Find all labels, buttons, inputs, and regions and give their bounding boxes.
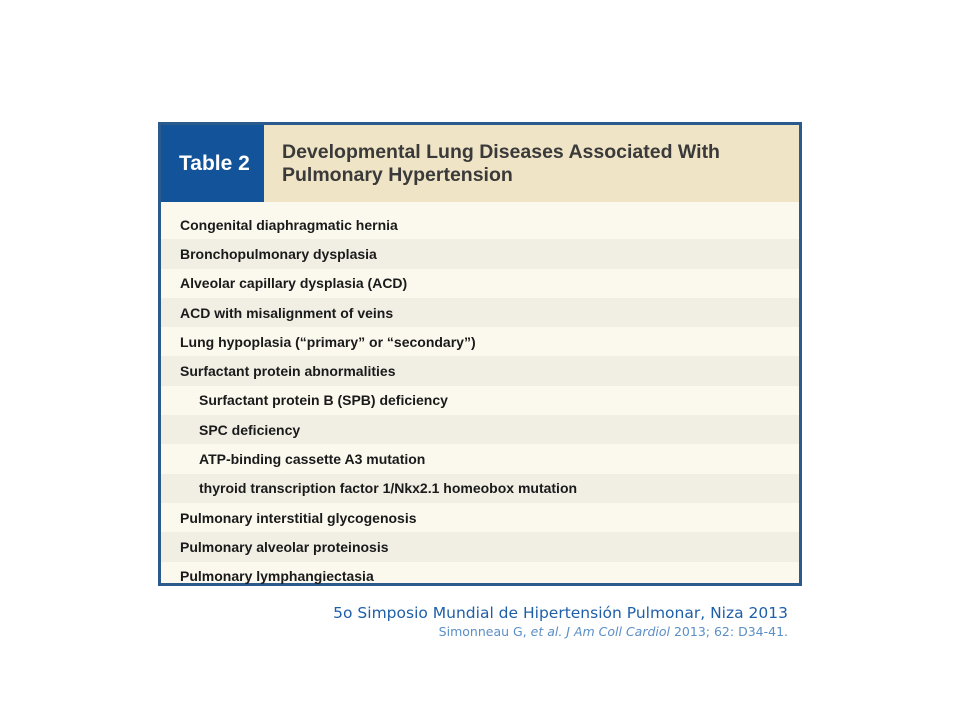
table-row: ATP-binding cassette A3 mutation bbox=[199, 451, 426, 468]
citation-journal: J Am Coll Cardiol bbox=[562, 624, 674, 639]
citation-etal: et al. bbox=[530, 624, 563, 639]
table-title bbox=[264, 125, 799, 202]
table-title-line-2: Pulmonary Hypertension bbox=[282, 163, 513, 186]
table-row: Pulmonary lymphangiectasia bbox=[180, 568, 374, 585]
table-row: Surfactant protein B (SPB) deficiency bbox=[199, 392, 448, 409]
caption bbox=[333, 603, 788, 641]
table-label: Table 2 bbox=[161, 125, 264, 202]
table-title-line-1: Developmental Lung Diseases Associated With bbox=[282, 140, 720, 163]
citation-authors: Simonneau G, bbox=[438, 624, 531, 639]
table-row: Pulmonary alveolar proteinosis bbox=[161, 532, 799, 561]
table-row: Alveolar capillary dysplasia (ACD) bbox=[180, 275, 408, 292]
table-row: Surfactant protein abnormalities bbox=[161, 356, 799, 385]
table-row: thyroid transcription factor 1/Nkx2.1 homeobox mutation bbox=[161, 474, 799, 503]
table-row: Lung hypoplasia (“primary” or “secondary”) bbox=[180, 333, 476, 350]
caption-citation bbox=[333, 623, 788, 641]
caption-main: 5o Simposio Mundial de Hipertensión Pulmonar, Niza 2013 bbox=[333, 604, 788, 622]
citation-details: 2013; 62: D34-41. bbox=[673, 624, 788, 639]
table-card bbox=[158, 122, 802, 586]
table-header bbox=[161, 125, 799, 202]
table-row: Congenital diaphragmatic hernia bbox=[180, 216, 398, 233]
table-row: Bronchopulmonary dysplasia bbox=[161, 239, 799, 268]
table-row: Pulmonary interstitial glycogenosis bbox=[180, 509, 417, 526]
table-row: ACD with misalignment of veins bbox=[161, 298, 799, 327]
table-body bbox=[161, 202, 799, 591]
table-row: SPC deficiency bbox=[161, 415, 799, 444]
